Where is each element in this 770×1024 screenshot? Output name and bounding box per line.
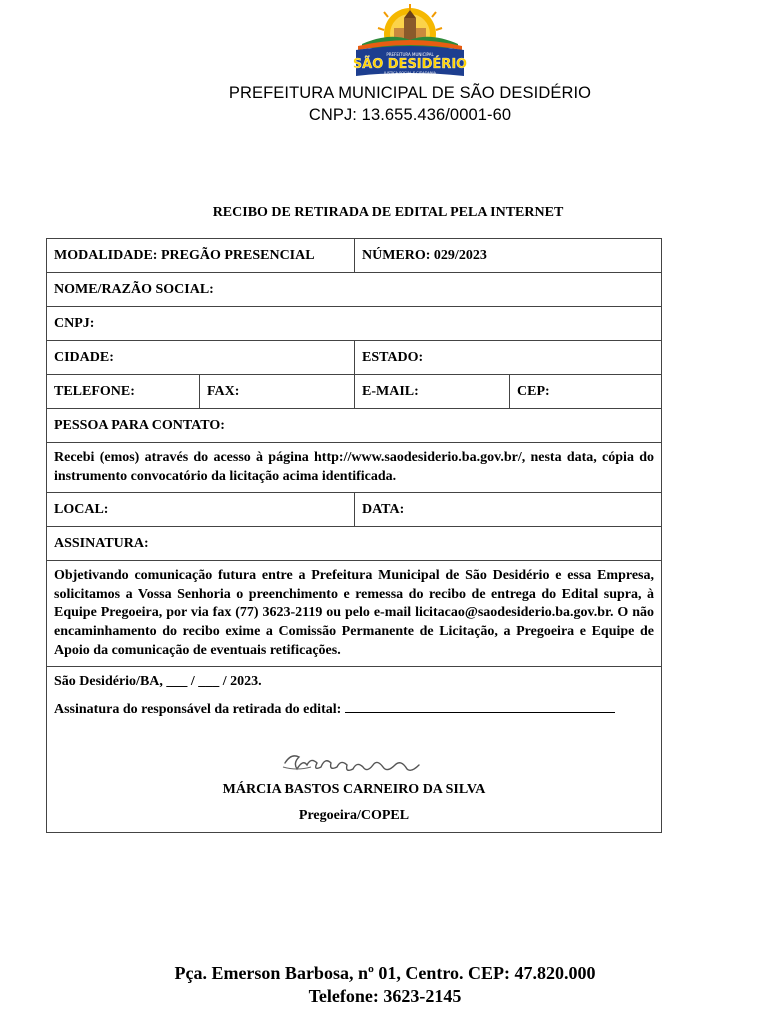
svg-text:JUSTIÇA SOCIAL E CIDADANIA: JUSTIÇA SOCIAL E CIDADANIA — [384, 71, 436, 75]
form-row-contact — [47, 375, 661, 409]
form-row-signature — [47, 667, 661, 832]
local-field[interactable]: LOCAL: — [54, 501, 109, 517]
receipt-form — [46, 238, 662, 833]
org-name: PREFEITURA MUNICIPAL DE SÃO DESIDÉRIO — [228, 84, 592, 102]
cep-field[interactable]: CEP: — [509, 375, 661, 408]
org-cnpj: CNPJ: 13.655.436/0001-60 — [308, 106, 512, 124]
form-row-contato — [47, 409, 661, 443]
footer-phone: Telefone: 3623-2145 — [308, 986, 462, 1006]
form-row-cnpj — [47, 307, 661, 341]
signature-area — [47, 667, 661, 832]
form-row-nome — [47, 273, 661, 307]
form-row-recebi — [47, 443, 661, 493]
receipt-statement: Recebi (emos) através do acesso à página http://www.saodesiderio.ba.gov.br/, nesta data, cópia do instrumento convocatório da licitação acima identificada. — [54, 450, 654, 484]
handwritten-signature-icon — [277, 745, 437, 781]
document-title: RECIBO DE RETIRADA DE EDITAL PELA INTERNET — [212, 205, 564, 220]
data-field[interactable]: DATA: — [354, 493, 661, 526]
footer-address: Pça. Emerson Barbosa, nº 01, Centro. CEP: 47.820.000 — [174, 963, 596, 983]
telefone-field[interactable]: TELEFONE: — [54, 383, 135, 399]
contato-field[interactable]: PESSOA PARA CONTATO: — [54, 417, 225, 433]
instructions-paragraph: Objetivando comunicação futura entre a Prefeitura Municipal de São Desidério e essa Empresa, solicitamos a Vossa Senhoria o preenchimento e remessa do recibo de entrega do Edital supra, à Equipe Pregoeira, por via fax (77) 3623-2119 ou pelo e-mail licitacao@saodesiderio.ba.gov.br. O não encaminhamento do recibo exime a Comissão Permanente de Licitação, a Pregoeira e Equipe de Apoio da comunicação de eventuais retificações. — [54, 568, 654, 658]
fax-field[interactable]: FAX: — [199, 375, 354, 408]
form-row-assinatura — [47, 527, 661, 561]
svg-text:SÃO DESIDÉRIO: SÃO DESIDÉRIO — [352, 57, 468, 72]
signer-role: Pregoeira/COPEL — [298, 808, 410, 824]
signature-blank[interactable] — [345, 700, 615, 713]
responsible-signature-label: Assinatura do responsável da retirada do edital: — [54, 702, 342, 718]
place-date-line: São Desidério/BA, ___ / ___ / 2023. — [54, 674, 262, 690]
email-field[interactable]: E-MAIL: — [354, 375, 509, 408]
nome-field[interactable]: NOME/RAZÃO SOCIAL: — [54, 281, 214, 297]
modalidade-field: MODALIDADE: PREGÃO PRESENCIAL — [54, 247, 315, 263]
form-row-local — [47, 493, 661, 527]
form-row-modalidade — [47, 239, 661, 273]
city-logo-icon — [350, 4, 470, 82]
form-row-cidade — [47, 341, 661, 375]
cidade-field[interactable]: CIDADE: — [54, 349, 114, 365]
form-row-objetivando — [47, 561, 661, 667]
estado-field[interactable]: ESTADO: — [354, 341, 661, 374]
assinatura-field[interactable]: ASSINATURA: — [54, 535, 149, 551]
signer-name: MÁRCIA BASTOS CARNEIRO DA SILVA — [222, 782, 486, 798]
responsible-signature-line — [54, 700, 615, 718]
numero-field: NÚMERO: 029/2023 — [354, 239, 661, 272]
cnpj-field[interactable]: CNPJ: — [54, 315, 95, 331]
svg-text:PREFEITURA MUNICIPAL: PREFEITURA MUNICIPAL — [386, 52, 434, 57]
